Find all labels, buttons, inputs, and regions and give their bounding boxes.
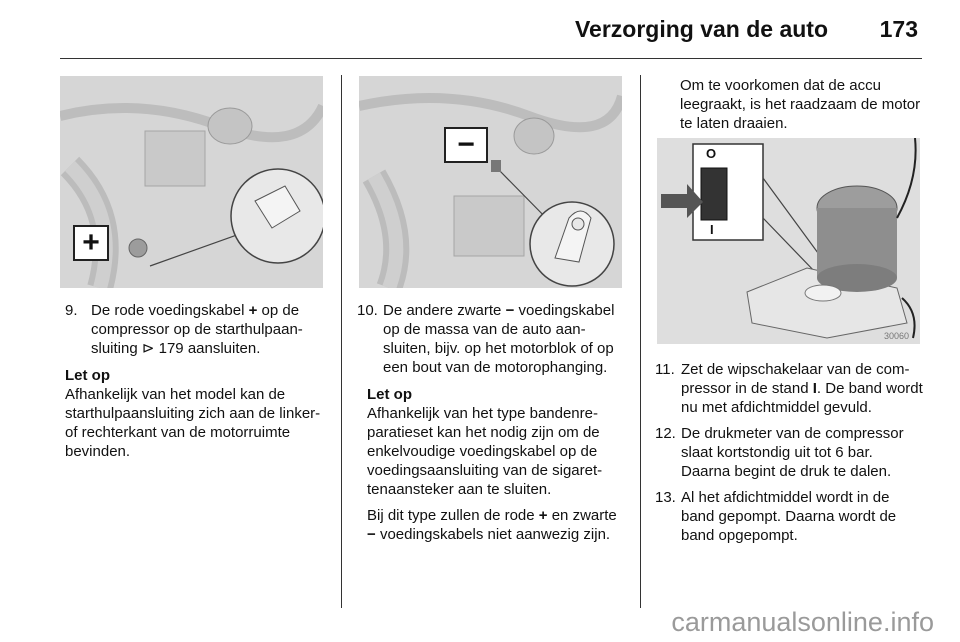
step-number: 10.	[357, 302, 378, 319]
column-divider-2	[640, 75, 641, 608]
page-number: 173	[879, 16, 918, 42]
paragraph-text: en zwarte	[551, 507, 617, 524]
figure-ground-point	[359, 76, 622, 288]
step-number: 12.	[655, 425, 676, 442]
column-1	[65, 301, 329, 461]
step-text: De andere zwarte	[383, 302, 502, 319]
plus-icon: +	[248, 302, 258, 319]
column-2	[357, 301, 625, 551]
step-text: De drukmeter van de compressor slaat kortstondig uit tot 6 bar. Daarna begint de druk te dalen.	[681, 425, 904, 480]
note-text: Afhankelijk van het type bandenreparatieset kan het nodig zijn om de enkelvoudige voedingskabel op de voedingsaansluiting van de sigarettenaansteker aan te sluiten.	[367, 405, 603, 498]
step-text: . De band wordt nu met afdichtmiddel gevuld.	[681, 380, 923, 416]
step-text: 179 aansluiten.	[158, 340, 261, 357]
note-text: Afhankelijk van het model kan de starthulpaansluiting zich aan de linker- of rechterkant van de motorruimte bevinden.	[65, 386, 321, 460]
note-heading: Let op	[65, 367, 110, 384]
paragraph-text: voedingskabels niet aanwezig zijn.	[379, 526, 611, 543]
switch-label-on: I	[710, 222, 714, 237]
step-text: De rode voedingskabel	[91, 302, 245, 319]
watermark: carmanualsonline.info	[671, 607, 934, 637]
step-number: 9.	[65, 302, 78, 319]
step-text: Al het afdichtmiddel wordt in de band gepompt. Daarna wordt de band opgepompt.	[681, 489, 897, 544]
arrow-icon: ⊳	[141, 340, 155, 357]
step-number: 13.	[655, 489, 676, 506]
step-text: op de compressor op de starthulpaansluiting	[91, 302, 303, 357]
header-divider	[60, 58, 922, 59]
note-heading: Let op	[367, 386, 412, 403]
minus-terminal-sign: −	[457, 128, 475, 161]
note-paragraph	[367, 506, 625, 544]
plus-icon: +	[538, 507, 548, 524]
step-10	[357, 301, 625, 377]
minus-icon: −	[367, 526, 376, 543]
step-13	[655, 488, 923, 545]
column-3-intro	[680, 76, 922, 133]
step-9	[65, 301, 329, 358]
switch-label-off: O	[706, 146, 717, 161]
plus-terminal-sign: +	[82, 226, 100, 259]
step-11	[655, 360, 923, 417]
figure-compressor-switch	[657, 138, 920, 344]
paragraph-text: Bij dit type zullen de rode	[367, 507, 535, 524]
switch-position: I	[812, 380, 817, 397]
step-12	[655, 424, 923, 481]
page-title: Verzorging van de auto	[574, 16, 828, 42]
minus-icon: −	[505, 302, 515, 319]
column-3	[655, 360, 923, 552]
step-text: Zet de wipschakelaar van de compressor in de stand	[681, 361, 910, 397]
intro-text: Om te voorkomen dat de accu leegraakt, is het raadzaam de motor te laten draaien.	[680, 77, 921, 132]
step-text: voedingskabel op de massa van de auto aansluiten, bijv. op het motorblok of op een bout van de motorophanging.	[383, 302, 615, 376]
column-divider-1	[341, 75, 342, 608]
figure-code: 30060	[884, 331, 910, 341]
step-number: 11.	[655, 361, 675, 378]
